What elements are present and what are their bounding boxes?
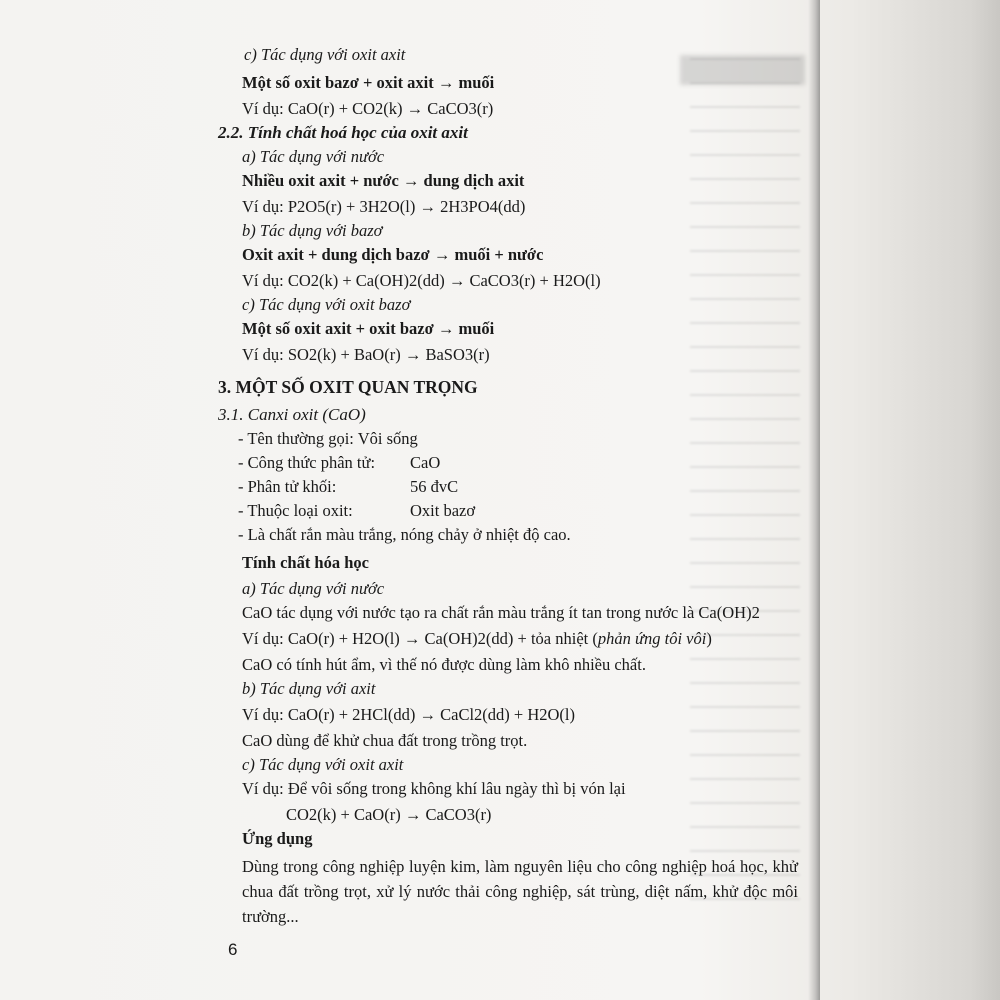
- example-line: Ví dụ: CaO(r) + H2O(l) → Ca(OH)2(dd) + tỏa nhiệt (phản ứng tôi vôi): [242, 629, 712, 648]
- show-through-text: [690, 40, 800, 920]
- rule-axit-oxit-bazo: Một số oxit axit + oxit bazơ → muối: [242, 319, 495, 338]
- applications-heading: Ứng dụng: [242, 829, 313, 848]
- subheading-c-oxit-bazo: c) Tác dụng với oxit bazơ: [242, 295, 411, 314]
- physical-property: - Là chất rắn màu trắng, nóng chảy ở nhiệt độ cao.: [238, 525, 571, 544]
- rule-axit-nuoc: Nhiều oxit axit + nước → dung dịch axit: [242, 171, 525, 190]
- rule-bazo-axit: Một số oxit bazơ + oxit axit → muối: [242, 73, 495, 92]
- oxide-type-label: - Thuộc loại oxit:: [238, 501, 353, 520]
- equation-line: CO2(k) + CaO(r) → CaCO3(r): [286, 805, 492, 824]
- example-line: Ví dụ: Để vôi sống trong không khí lâu ngày thì bị vón lại: [242, 779, 626, 798]
- mass-label: - Phân tử khối:: [238, 477, 337, 496]
- section-3-1-heading: 3.1. Canxi oxit (CaO): [218, 405, 366, 424]
- subheading-b-bazo: b) Tác dụng với bazơ: [242, 221, 383, 240]
- example-line: Ví dụ: CaO(r) + 2HCl(dd) → CaCl2(dd) + H2O(l): [242, 705, 575, 724]
- example-line: Ví dụ: CO2(k) + Ca(OH)2(dd) → CaCO3(r) + H2O(l): [242, 271, 601, 290]
- page-number: 6: [228, 940, 238, 959]
- text-line: CaO tác dụng với nước tạo ra chất rắn màu trắng ít tan trong nước là Ca(OH)2: [242, 603, 760, 622]
- applications-paragraph: Dùng trong công nghiệp luyện kim, làm nguyên liệu cho công nghiệp hoá học, khử chua đất trồng trọt, xử lý nước thải công nghiệp, sát trùng, diệt nấm, khử độc môi trường...: [242, 857, 798, 926]
- common-name: - Tên thường gọi: Vôi sống: [238, 429, 418, 448]
- rule-axit-bazo: Oxit axit + dung dịch bazơ → muối + nước: [242, 245, 544, 264]
- subheading-b-axit: b) Tác dụng với axit: [242, 679, 376, 698]
- subheading-a-nuoc: a) Tác dụng với nước: [242, 147, 385, 166]
- section-3-heading: 3. MỘT SỐ OXIT QUAN TRỌNG: [218, 377, 478, 397]
- example-line: Ví dụ: CaO(r) + CO2(k) → CaCO3(r): [242, 99, 494, 118]
- subheading-c-oxit-axit: c) Tác dụng với oxit axit: [242, 755, 404, 774]
- page-edge-shadow: [808, 0, 820, 1000]
- example-line: Ví dụ: SO2(k) + BaO(r) → BaSO3(r): [242, 345, 490, 364]
- subheading-c-oxit-axit: c) Tác dụng với oxit axit: [244, 45, 406, 64]
- mass-value: 56 đvC: [410, 477, 459, 496]
- text-line: CaO dùng để khử chua đất trong trồng trọt.: [242, 731, 528, 750]
- subheading-a-nuoc: a) Tác dụng với nước: [242, 579, 385, 598]
- text-line: CaO có tính hút ẩm, vì thế nó được dùng làm khô nhiều chất.: [242, 655, 646, 674]
- chemical-properties-heading: Tính chất hóa học: [242, 553, 369, 572]
- formula-label: - Công thức phân tử:: [238, 453, 376, 472]
- formula-value: CaO: [410, 453, 441, 472]
- oxide-type-value: Oxit bazơ: [410, 501, 476, 520]
- section-2-2-heading: 2.2. Tính chất hoá học của oxit axit: [218, 123, 468, 142]
- example-line: Ví dụ: P2O5(r) + 3H2O(l) → 2H3PO4(dd): [242, 197, 526, 216]
